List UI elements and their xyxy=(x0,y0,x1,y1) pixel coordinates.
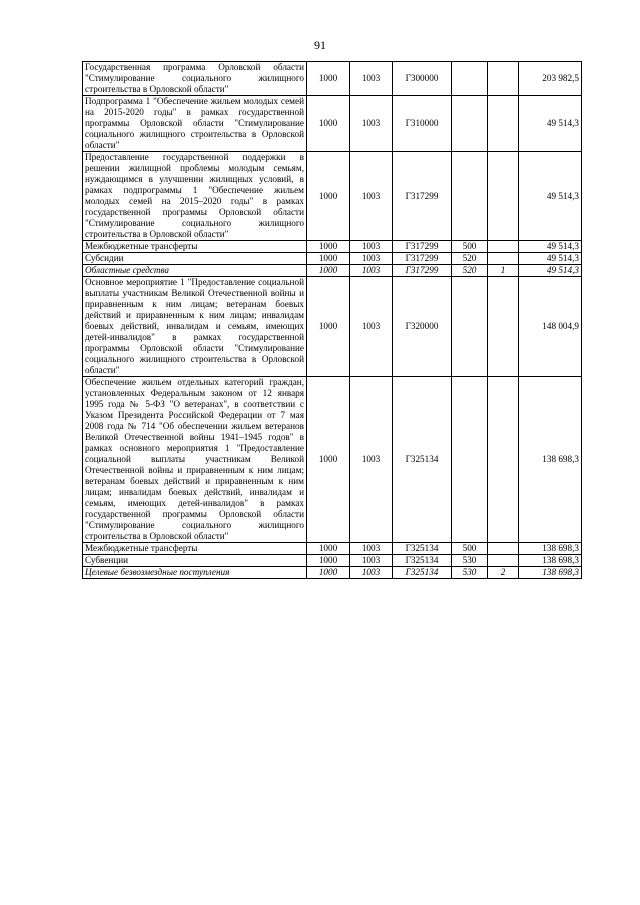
cell-funding-source xyxy=(488,277,519,377)
cell-expense-type: 520 xyxy=(452,253,488,265)
cell-funding-source xyxy=(488,62,519,96)
cell-section: 1000 xyxy=(307,567,350,579)
cell-subsection: 1003 xyxy=(350,265,393,277)
cell-section: 1000 xyxy=(307,62,350,96)
cell-name: Подпрограмма 1 "Обеспечение жильем молодых семей на 2015-2020 годы" в рамках государственной программы Орловской области "Стимулирование социального жилищного строительства в Орловской области" xyxy=(83,96,307,152)
table-row xyxy=(83,377,582,543)
cell-target-article: Г325134 xyxy=(393,543,452,555)
cell-expense-type: 500 xyxy=(452,543,488,555)
cell-amount: 49 514,3 xyxy=(519,265,582,277)
cell-expense-type xyxy=(452,62,488,96)
cell-amount: 138 698,3 xyxy=(519,555,582,567)
cell-subsection: 1003 xyxy=(350,567,393,579)
cell-amount: 203 982,5 xyxy=(519,62,582,96)
cell-amount: 49 514,3 xyxy=(519,96,582,152)
cell-expense-type: 500 xyxy=(452,241,488,253)
cell-funding-source xyxy=(488,253,519,265)
cell-target-article: Г317299 xyxy=(393,253,452,265)
cell-amount: 49 514,3 xyxy=(519,241,582,253)
cell-name: Обеспечение жильем отдельных категорий граждан, установленных Федеральным законом от 12 января 1995 года № 5-ФЗ "О ветеранах", в соответствии с Указом Президента Российской Федерации от 7 мая 2008 года № 714 "Об обеспечении жильем ветеранов Великой Отечественной войны 1941–1945 годов" в рамках основного мероприятия 1 "Предоставление социальной выплаты участникам Великой Отечественной войны и приравненным к ним лицам; ветеранам боевых действий и приравненным к ним лицам; инвалидам боевых действий, инвалидам и семьям, имеющих детей-инвалидов" в рамках государственной программы Орловской области "Стимулирование социального жилищного строительства в Орловской области" xyxy=(83,377,307,543)
cell-name: Областные средства xyxy=(83,265,307,277)
cell-expense-type xyxy=(452,377,488,543)
cell-section: 1000 xyxy=(307,555,350,567)
cell-amount: 148 004,9 xyxy=(519,277,582,377)
cell-subsection: 1003 xyxy=(350,253,393,265)
cell-target-article: Г317299 xyxy=(393,265,452,277)
table-row xyxy=(83,555,582,567)
cell-section: 1000 xyxy=(307,543,350,555)
cell-name: Субвенции xyxy=(83,555,307,567)
cell-name: Межбюджетные трансферты xyxy=(83,241,307,253)
table-row xyxy=(83,567,582,579)
cell-subsection: 1003 xyxy=(350,62,393,96)
cell-name: Основное мероприятие 1 "Предоставление социальной выплаты участникам Великой Отечественной войны и приравненным к ним лицам; ветеранам боевых действий и приравненным к ним лицам; инвалидам боевых действий, инвалидам и семьям, имеющих детей-инвалидов" в рамках государственной программы Орловской области "Стимулирование социального жилищного строительства в Орловской области" xyxy=(83,277,307,377)
cell-section: 1000 xyxy=(307,277,350,377)
cell-section: 1000 xyxy=(307,253,350,265)
cell-funding-source: 1 xyxy=(488,265,519,277)
table-row xyxy=(83,265,582,277)
cell-subsection: 1003 xyxy=(350,241,393,253)
budget-table-body xyxy=(83,62,582,579)
cell-expense-type: 520 xyxy=(452,265,488,277)
cell-funding-source xyxy=(488,543,519,555)
table-row xyxy=(83,96,582,152)
cell-subsection: 1003 xyxy=(350,543,393,555)
cell-expense-type: 530 xyxy=(452,555,488,567)
cell-subsection: 1003 xyxy=(350,555,393,567)
cell-amount: 49 514,3 xyxy=(519,152,582,241)
cell-section: 1000 xyxy=(307,377,350,543)
table-row xyxy=(83,62,582,96)
table-row xyxy=(83,277,582,377)
budget-table xyxy=(82,61,582,579)
cell-name: Государственная программа Орловской области "Стимулирование социального жилищного строительства в Орловской области" xyxy=(83,62,307,96)
table-row xyxy=(83,241,582,253)
cell-target-article: Г317299 xyxy=(393,241,452,253)
cell-subsection: 1003 xyxy=(350,96,393,152)
cell-target-article: Г320000 xyxy=(393,277,452,377)
cell-subsection: 1003 xyxy=(350,377,393,543)
cell-section: 1000 xyxy=(307,96,350,152)
cell-section: 1000 xyxy=(307,265,350,277)
cell-name: Целевые безвозмездные поступления xyxy=(83,567,307,579)
cell-amount: 138 698,3 xyxy=(519,567,582,579)
cell-expense-type xyxy=(452,96,488,152)
cell-funding-source xyxy=(488,555,519,567)
cell-expense-type xyxy=(452,277,488,377)
cell-section: 1000 xyxy=(307,241,350,253)
cell-name: Субсидии xyxy=(83,253,307,265)
cell-funding-source xyxy=(488,377,519,543)
cell-funding-source xyxy=(488,152,519,241)
cell-amount: 49 514,3 xyxy=(519,253,582,265)
cell-target-article: Г310000 xyxy=(393,96,452,152)
cell-section: 1000 xyxy=(307,152,350,241)
cell-name: Межбюджетные трансферты xyxy=(83,543,307,555)
cell-funding-source xyxy=(488,241,519,253)
cell-target-article: Г300000 xyxy=(393,62,452,96)
cell-funding-source: 2 xyxy=(488,567,519,579)
table-row xyxy=(83,253,582,265)
cell-funding-source xyxy=(488,96,519,152)
cell-target-article: Г325134 xyxy=(393,555,452,567)
cell-target-article: Г325134 xyxy=(393,377,452,543)
cell-subsection: 1003 xyxy=(350,152,393,241)
table-row xyxy=(83,152,582,241)
table-row xyxy=(83,543,582,555)
cell-target-article: Г317299 xyxy=(393,152,452,241)
cell-name: Предоставление государственной поддержки в решении жилищной проблемы молодым семьям, нуждающимся в улучшении жилищных условий, в рамках подпрограммы 1 "Обеспечение жильем молодых семей на 2015–2020 годы" в рамках государственной программы Орловской области "Стимулирование социального жилищного строительства в Орловской области" xyxy=(83,152,307,241)
cell-expense-type: 530 xyxy=(452,567,488,579)
cell-amount: 138 698,3 xyxy=(519,543,582,555)
cell-expense-type xyxy=(452,152,488,241)
cell-target-article: Г325134 xyxy=(393,567,452,579)
cell-subsection: 1003 xyxy=(350,277,393,377)
page-number: 91 xyxy=(314,38,326,52)
cell-amount: 138 698,3 xyxy=(519,377,582,543)
